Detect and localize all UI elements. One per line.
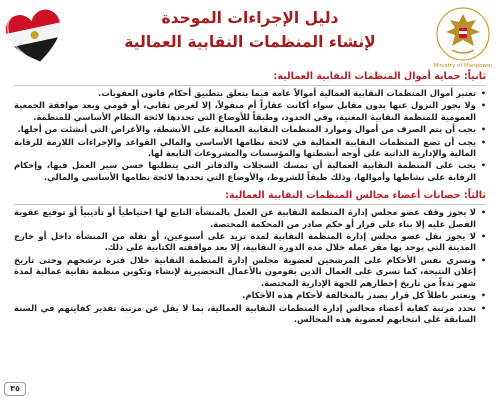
page-subtitle: لإنشاء المنظمات النقابية العمالية bbox=[124, 33, 376, 51]
list-item: • ولا يجوز النزول عنها بدون مقابل سواء أكانت عقاراً أم منقولاً، إلا لغرض نقابي، أو قومي وبعد موافقة الجمعية العمومية للمنظمة النقابية المعنية، وفي الحدود، وطبقاً للأوضاع التي تحددها لائحة النظام الأساسي للمنظمة. bbox=[14, 100, 486, 122]
page-header bbox=[0, 0, 500, 72]
bullet-icon: • bbox=[480, 303, 486, 313]
list-item: • يجب أن يتم الصرف من أموال وموارد المنظمات النقابية العمالية على الأنشطة، والأغراض التي أنشئت من أجلها. bbox=[17, 124, 486, 135]
page-number: ٣٥ bbox=[4, 382, 26, 396]
logo-caption: Ministry of Manpower bbox=[434, 63, 492, 69]
page-title: دليل الإجراءات الموحدة bbox=[161, 9, 339, 27]
bullet-icon: • bbox=[480, 255, 486, 265]
list-item: • ويعتبر باطلاً كل قرار يصدر بالمخالفة لأحكام هذه الأحكام. bbox=[242, 290, 486, 301]
section-3-heading: ثالثاً: حصانات أعضاء مجالس المنظمات النقابية العمالية: bbox=[14, 189, 486, 205]
list-item: • لا يجوز وقف عضو مجلس إدارة المنظمة النقابية عن العمل بالمنشأة التابع لها احتياطياً أو تأديبياً أو توقيع عقوبة الفصل عليه إلا بناء على قرار أو حكم صادر من المحكمة المختصة. bbox=[14, 207, 486, 229]
bullet-icon: • bbox=[480, 291, 486, 301]
bullet-icon: • bbox=[480, 101, 486, 111]
bullet-icon: • bbox=[480, 208, 486, 218]
section-2-list bbox=[14, 88, 486, 183]
title-block bbox=[90, 6, 410, 54]
list-item: • يجب على المنظمة النقابية العمالية أن تمسك السجلات والدفاتر التي يتطلبها حسن سير العمل فيها، وإحكام الرقابة على نشاطها وأموالها، وذلك طبقاً للشروط، والأوضاع التي تحددها لائحة نظامها الأساسي والمالي. bbox=[14, 160, 486, 182]
bullet-icon: • bbox=[480, 89, 486, 98]
eagle-emblem-icon bbox=[434, 4, 492, 70]
bullet-icon: • bbox=[480, 232, 486, 242]
section-2-heading: ثانياً: حماية أموال المنظمات النقابية العمالية: bbox=[14, 70, 486, 86]
list-item: • تعتبر أموال المنظمات النقابية العمالية أموالاً عامة فيما يتعلق بتطبيق أحكام قانون العقوبات. bbox=[98, 88, 486, 98]
list-item: • تحدد مرتبة كفاية أعضاء مجالس إدارة المنظمات النقابية العمالية، بما لا يقل عن مرتبة تقدير كفايتهم في السنة السابقة على انتخابهم لعضوية هذه المجالس. bbox=[14, 302, 486, 324]
page-content bbox=[14, 70, 486, 326]
bullet-icon: • bbox=[480, 137, 486, 147]
egypt-flag-heart-icon bbox=[4, 6, 66, 68]
list-item: • يجب أن تضع المنظمات النقابية العمالية في لائحة نظامها الأساسي والمالي القواعد والإجراءات اللازمة للرقابة المالية والإدارية الذاتية على أوجه أنشطتها والمؤسسات والمشروعات التابعة لها. bbox=[14, 136, 486, 159]
section-3-list bbox=[14, 207, 486, 325]
bullet-icon: • bbox=[480, 161, 486, 171]
list-item: • لا يجوز نقل عضو مجلس إدارة المنظمة النقابية لمدة تزيد على أسبوعين، أو نقله من المنشأة داخل أو خارج المدينة التي يوجد بها مقر عمله خلال مدة الدورة النقابية، إلا بعد موافقته الكتابية على ذلك. bbox=[14, 231, 486, 253]
bullet-icon: • bbox=[480, 125, 486, 135]
list-item: • وتسري نفس الأحكام على المرشحين لعضوية مجلس إدارة المنظمة النقابية خلال فترة ترشحهم وحتى تاريخ إعلان النتيجة، كما تسري على العمال الذين يقومون بالأعمال التحضيرية لإنشاء وتكوين منظمة نقابية عمالية لمدة شهر بدءاً من تاريخ إخطارهم للجهة الإدارية المختصة. bbox=[14, 254, 486, 288]
